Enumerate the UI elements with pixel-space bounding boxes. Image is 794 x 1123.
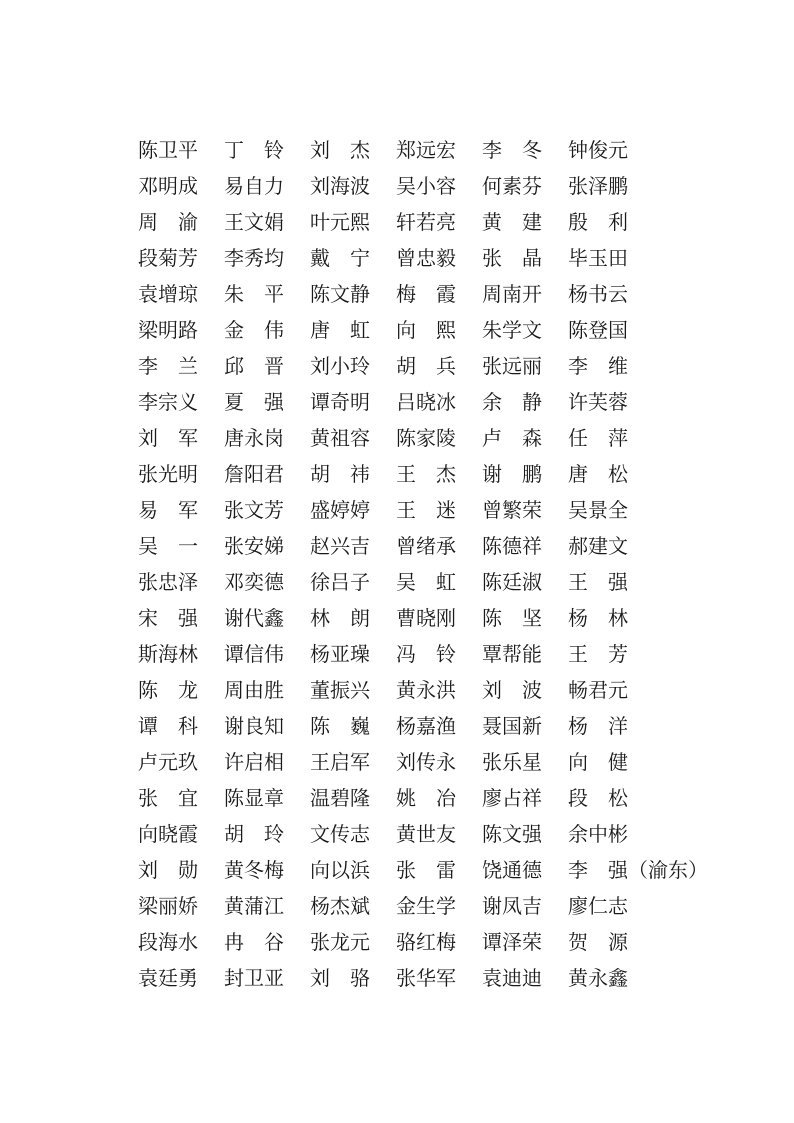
name-cell: 梅 霞 bbox=[396, 282, 456, 306]
name-cell: 詹阳君 bbox=[224, 462, 284, 486]
name-cell: 曹晓刚 bbox=[396, 606, 456, 630]
name-cell: 温碧隆 bbox=[310, 786, 370, 810]
name-cell: 张忠泽 bbox=[138, 570, 198, 594]
name-row bbox=[138, 672, 758, 708]
name-cell: 许启相 bbox=[224, 750, 284, 774]
name-cell: 任 萍 bbox=[568, 426, 628, 450]
name-cell: 周由胜 bbox=[224, 678, 284, 702]
name-row bbox=[138, 780, 758, 816]
name-cell: 谭泽荣 bbox=[482, 930, 542, 954]
name-cell: 曾忠毅 bbox=[396, 246, 456, 270]
name-cell: 王 杰 bbox=[396, 462, 456, 486]
name-cell: 袁廷勇 bbox=[138, 966, 198, 990]
name-cell: 梁丽娇 bbox=[138, 894, 198, 918]
name-cell: 陈登国 bbox=[568, 318, 628, 342]
name-cell: 张 宜 bbox=[138, 786, 198, 810]
name-cell: 谢代鑫 bbox=[224, 606, 284, 630]
name-cell: 易自力 bbox=[224, 174, 284, 198]
name-cell: 斯海林 bbox=[138, 642, 198, 666]
name-cell: 杨 洋 bbox=[568, 714, 628, 738]
name-cell: 黄永洪 bbox=[396, 678, 456, 702]
name-cell: 王 芳 bbox=[568, 642, 628, 666]
name-cell: 刘传永 bbox=[396, 750, 456, 774]
name-cell: 张龙元 bbox=[310, 930, 370, 954]
name-cell: 林 朗 bbox=[310, 606, 370, 630]
name-cell: 朱 平 bbox=[224, 282, 284, 306]
name-cell: 刘海波 bbox=[310, 174, 370, 198]
name-cell: 张远丽 bbox=[482, 354, 542, 378]
name-cell: 吴 虹 bbox=[396, 570, 456, 594]
name-cell: 饶通德 bbox=[482, 858, 542, 882]
name-cell: 张华军 bbox=[396, 966, 456, 990]
name-cell: 黄蒲江 bbox=[224, 894, 284, 918]
name-cell: 刘小玲 bbox=[310, 354, 370, 378]
name-cell: 胡 玲 bbox=[224, 822, 284, 846]
name-cell: 陈卫平 bbox=[138, 138, 198, 162]
name-cell: 张乐星 bbox=[482, 750, 542, 774]
name-cell: 曾繁荣 bbox=[482, 498, 542, 522]
name-list bbox=[138, 132, 758, 996]
name-cell: 畅君元 bbox=[568, 678, 628, 702]
name-cell: 刘 波 bbox=[482, 678, 542, 702]
name-cell: 叶元熙 bbox=[310, 210, 370, 234]
name-cell: 盛婷婷 bbox=[310, 498, 370, 522]
name-cell: 黄祖容 bbox=[310, 426, 370, 450]
name-cell: 王启军 bbox=[310, 750, 370, 774]
name-cell: 冯 铃 bbox=[396, 642, 456, 666]
name-cell: 段海水 bbox=[138, 930, 198, 954]
name-cell: 封卫亚 bbox=[224, 966, 284, 990]
name-cell: 余 静 bbox=[482, 390, 542, 414]
name-row bbox=[138, 420, 758, 456]
name-cell: 易 军 bbox=[138, 498, 198, 522]
name-cell: 何素芬 bbox=[482, 174, 542, 198]
name-cell: 曾绪承 bbox=[396, 534, 456, 558]
name-cell: 向 熙 bbox=[396, 318, 456, 342]
name-cell: 殷 利 bbox=[568, 210, 628, 234]
name-cell: 张安娣 bbox=[224, 534, 284, 558]
name-cell: 王文娟 bbox=[224, 210, 284, 234]
name-cell: 李 强（渝东） bbox=[568, 858, 708, 882]
name-cell: 袁增琼 bbox=[138, 282, 198, 306]
name-cell: 黄 建 bbox=[482, 210, 542, 234]
name-cell: 刘 勋 bbox=[138, 858, 198, 882]
name-cell: 张 雷 bbox=[396, 858, 456, 882]
name-row bbox=[138, 708, 758, 744]
name-cell: 黄冬梅 bbox=[224, 858, 284, 882]
name-cell: 谭奇明 bbox=[310, 390, 370, 414]
name-cell: 陈文静 bbox=[310, 282, 370, 306]
name-cell: 杨亚璪 bbox=[310, 642, 370, 666]
name-cell: 郑远宏 bbox=[396, 138, 456, 162]
name-row bbox=[138, 600, 758, 636]
name-cell: 徐吕子 bbox=[310, 570, 370, 594]
name-cell: 谢凤吉 bbox=[482, 894, 542, 918]
name-cell: 钟俊元 bbox=[568, 138, 628, 162]
name-row bbox=[138, 744, 758, 780]
name-cell: 吴小容 bbox=[396, 174, 456, 198]
name-cell: 吴 一 bbox=[138, 534, 198, 558]
name-row bbox=[138, 384, 758, 420]
name-cell: 赵兴吉 bbox=[310, 534, 370, 558]
name-cell: 金 伟 bbox=[224, 318, 284, 342]
name-cell: 梁明路 bbox=[138, 318, 198, 342]
name-cell: 廖占祥 bbox=[482, 786, 542, 810]
name-cell: 李秀均 bbox=[224, 246, 284, 270]
name-cell: 陈显章 bbox=[224, 786, 284, 810]
name-cell: 夏 强 bbox=[224, 390, 284, 414]
name-cell: 陈 坚 bbox=[482, 606, 542, 630]
name-cell: 聂国新 bbox=[482, 714, 542, 738]
name-cell: 邓奕德 bbox=[224, 570, 284, 594]
name-cell: 杨嘉渔 bbox=[396, 714, 456, 738]
name-cell: 杨 林 bbox=[568, 606, 628, 630]
name-row bbox=[138, 276, 758, 312]
name-cell: 朱学文 bbox=[482, 318, 542, 342]
name-cell: 卢元玖 bbox=[138, 750, 198, 774]
name-cell: 李宗义 bbox=[138, 390, 198, 414]
name-row bbox=[138, 204, 758, 240]
name-cell: 陈 龙 bbox=[138, 678, 198, 702]
name-cell: 胡 兵 bbox=[396, 354, 456, 378]
name-row bbox=[138, 564, 758, 600]
name-row bbox=[138, 132, 758, 168]
name-cell: 李 维 bbox=[568, 354, 628, 378]
name-cell: 李 兰 bbox=[138, 354, 198, 378]
name-cell: 张光明 bbox=[138, 462, 198, 486]
name-cell: 黄永鑫 bbox=[568, 966, 628, 990]
name-cell: 向以浜 bbox=[310, 858, 370, 882]
name-cell: 刘 骆 bbox=[310, 966, 370, 990]
name-cell: 宋 强 bbox=[138, 606, 198, 630]
name-row bbox=[138, 852, 758, 888]
name-cell: 郝建文 bbox=[568, 534, 628, 558]
name-row bbox=[138, 492, 758, 528]
name-cell: 向 健 bbox=[568, 750, 628, 774]
name-cell: 陈 巍 bbox=[310, 714, 370, 738]
name-row bbox=[138, 312, 758, 348]
name-cell: 谢 鹏 bbox=[482, 462, 542, 486]
name-row bbox=[138, 924, 758, 960]
name-cell: 刘 杰 bbox=[310, 138, 370, 162]
name-row bbox=[138, 240, 758, 276]
name-cell: 陈文强 bbox=[482, 822, 542, 846]
name-row bbox=[138, 456, 758, 492]
name-cell: 邓明成 bbox=[138, 174, 198, 198]
name-cell: 王 迷 bbox=[396, 498, 456, 522]
name-cell: 谢良知 bbox=[224, 714, 284, 738]
name-cell: 段菊芳 bbox=[138, 246, 198, 270]
name-cell: 丁 铃 bbox=[224, 138, 284, 162]
name-row bbox=[138, 168, 758, 204]
name-cell: 骆红梅 bbox=[396, 930, 456, 954]
name-cell: 余中彬 bbox=[568, 822, 628, 846]
name-cell: 陈德祥 bbox=[482, 534, 542, 558]
name-cell: 吕晓冰 bbox=[396, 390, 456, 414]
name-row bbox=[138, 960, 758, 996]
name-cell: 卢 森 bbox=[482, 426, 542, 450]
name-cell: 唐 虹 bbox=[310, 318, 370, 342]
name-cell: 王 强 bbox=[568, 570, 628, 594]
name-cell: 周南开 bbox=[482, 282, 542, 306]
name-row bbox=[138, 636, 758, 672]
name-cell: 谭信伟 bbox=[224, 642, 284, 666]
name-cell: 陈廷淑 bbox=[482, 570, 542, 594]
name-cell: 刘 军 bbox=[138, 426, 198, 450]
name-cell: 冉 谷 bbox=[224, 930, 284, 954]
name-cell: 黄世友 bbox=[396, 822, 456, 846]
name-cell: 张 晶 bbox=[482, 246, 542, 270]
name-cell: 吴景全 bbox=[568, 498, 628, 522]
name-cell: 唐 松 bbox=[568, 462, 628, 486]
name-cell: 邱 晋 bbox=[224, 354, 284, 378]
name-cell: 戴 宁 bbox=[310, 246, 370, 270]
name-cell: 姚 冶 bbox=[396, 786, 456, 810]
name-cell: 袁迪迪 bbox=[482, 966, 542, 990]
name-cell: 杨书云 bbox=[568, 282, 628, 306]
name-cell: 段 松 bbox=[568, 786, 628, 810]
name-cell: 陈家陵 bbox=[396, 426, 456, 450]
name-cell: 贺 源 bbox=[568, 930, 628, 954]
name-cell: 覃帮能 bbox=[482, 642, 542, 666]
name-cell: 毕玉田 bbox=[568, 246, 628, 270]
name-cell: 唐永岗 bbox=[224, 426, 284, 450]
name-cell: 杨杰斌 bbox=[310, 894, 370, 918]
name-cell: 周 渝 bbox=[138, 210, 198, 234]
name-cell: 文传志 bbox=[310, 822, 370, 846]
name-cell: 向晓霞 bbox=[138, 822, 198, 846]
name-cell: 张文芳 bbox=[224, 498, 284, 522]
name-cell: 张泽鹏 bbox=[568, 174, 628, 198]
name-row bbox=[138, 888, 758, 924]
name-cell: 董振兴 bbox=[310, 678, 370, 702]
name-cell: 许芙蓉 bbox=[568, 390, 628, 414]
name-cell: 廖仁志 bbox=[568, 894, 628, 918]
name-row bbox=[138, 528, 758, 564]
name-row bbox=[138, 816, 758, 852]
name-row bbox=[138, 348, 758, 384]
name-cell: 金生学 bbox=[396, 894, 456, 918]
name-cell: 李 冬 bbox=[482, 138, 542, 162]
name-cell: 谭 科 bbox=[138, 714, 198, 738]
name-cell: 轩若亮 bbox=[396, 210, 456, 234]
name-cell: 胡 祎 bbox=[310, 462, 370, 486]
